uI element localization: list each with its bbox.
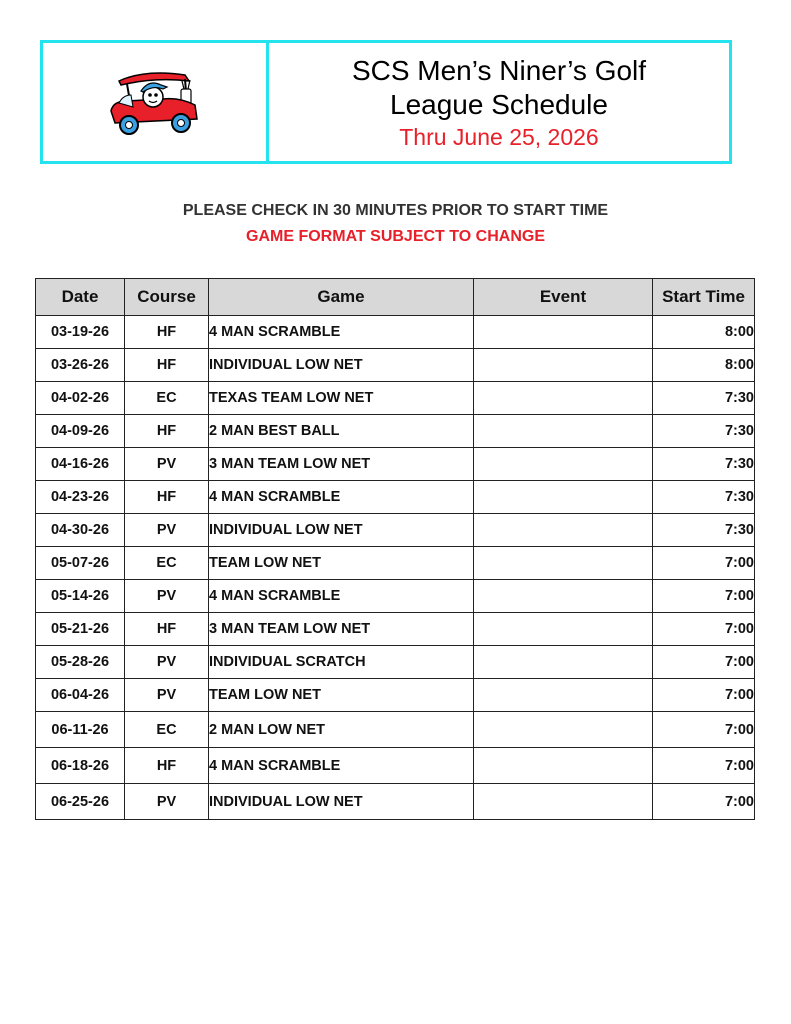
row-date: 05-14-26 [36, 580, 125, 613]
row-date: 03-19-26 [36, 316, 125, 349]
row-event [474, 547, 653, 580]
header-course: Course [125, 279, 209, 316]
row-course: HF [125, 481, 209, 514]
row-game: 2 MAN BEST BALL [209, 415, 474, 448]
schedule-table [35, 278, 755, 820]
row-game: INDIVIDUAL LOW NET [209, 784, 474, 820]
row-event [474, 415, 653, 448]
row-game: 3 MAN TEAM LOW NET [209, 448, 474, 481]
row-start-time: 7:30 [653, 514, 755, 547]
schedule-range-subtitle: Thru June 25, 2026 [399, 124, 599, 150]
row-start-time: 7:00 [653, 580, 755, 613]
row-game: TEXAS TEAM LOW NET [209, 382, 474, 415]
table-row [36, 349, 755, 382]
row-course: EC [125, 547, 209, 580]
row-event [474, 349, 653, 382]
table-row [36, 382, 755, 415]
row-event [474, 514, 653, 547]
schedule-body [36, 316, 755, 820]
row-event [474, 712, 653, 748]
row-date: 05-28-26 [36, 646, 125, 679]
page-title-line-2: League Schedule [390, 89, 608, 120]
row-event [474, 646, 653, 679]
row-course: PV [125, 646, 209, 679]
row-game: INDIVIDUAL LOW NET [209, 349, 474, 382]
table-row [36, 580, 755, 613]
row-date: 06-25-26 [36, 784, 125, 820]
row-event [474, 481, 653, 514]
row-course: PV [125, 448, 209, 481]
row-start-time: 7:30 [653, 448, 755, 481]
page-title-line-1: SCS Men’s Niner’s Golf [351, 55, 647, 86]
golf-cart-logo-icon [105, 67, 205, 137]
table-row [36, 646, 755, 679]
table-row [36, 748, 755, 784]
row-event [474, 748, 653, 784]
row-date: 05-21-26 [36, 613, 125, 646]
row-event [474, 382, 653, 415]
row-start-time: 7:30 [653, 382, 755, 415]
header-game: Game [209, 279, 474, 316]
row-course: HF [125, 613, 209, 646]
row-course: HF [125, 316, 209, 349]
checkin-notice: PLEASE CHECK IN 30 MINUTES PRIOR TO START TIME [182, 202, 609, 219]
row-course: EC [125, 712, 209, 748]
row-date: 06-11-26 [36, 712, 125, 748]
logo-cell [43, 43, 269, 161]
row-date: 06-18-26 [36, 748, 125, 784]
header-date: Date [36, 279, 125, 316]
row-game: INDIVIDUAL LOW NET [209, 514, 474, 547]
row-start-time: 7:00 [653, 712, 755, 748]
row-event [474, 316, 653, 349]
table-row [36, 613, 755, 646]
table-row [36, 316, 755, 349]
row-event [474, 784, 653, 820]
row-course: HF [125, 748, 209, 784]
header-event: Event [474, 279, 653, 316]
row-game: 2 MAN LOW NET [209, 712, 474, 748]
row-date: 04-02-26 [36, 382, 125, 415]
row-game: 4 MAN SCRAMBLE [209, 748, 474, 784]
row-course: HF [125, 349, 209, 382]
row-start-time: 7:30 [653, 481, 755, 514]
title-cell [269, 43, 729, 161]
table-row [36, 514, 755, 547]
header-start-time: Start Time [653, 279, 755, 316]
row-date: 03-26-26 [36, 349, 125, 382]
table-row [36, 448, 755, 481]
row-game: INDIVIDUAL SCRATCH [209, 646, 474, 679]
row-date: 05-07-26 [36, 547, 125, 580]
row-game: 3 MAN TEAM LOW NET [209, 613, 474, 646]
row-course: PV [125, 514, 209, 547]
row-date: 04-09-26 [36, 415, 125, 448]
table-row [36, 415, 755, 448]
row-game: TEAM LOW NET [209, 547, 474, 580]
row-date: 04-16-26 [36, 448, 125, 481]
table-row [36, 679, 755, 712]
row-date: 04-30-26 [36, 514, 125, 547]
row-start-time: 7:00 [653, 679, 755, 712]
row-date: 06-04-26 [36, 679, 125, 712]
header-box [40, 40, 732, 164]
table-row [36, 481, 755, 514]
row-start-time: 7:00 [653, 613, 755, 646]
table-header-row [36, 279, 755, 316]
row-event [474, 448, 653, 481]
row-course: HF [125, 415, 209, 448]
table-row [36, 547, 755, 580]
row-start-time: 8:00 [653, 349, 755, 382]
row-event [474, 613, 653, 646]
row-start-time: 7:00 [653, 547, 755, 580]
row-start-time: 8:00 [653, 316, 755, 349]
row-start-time: 7:30 [653, 415, 755, 448]
table-row [36, 784, 755, 820]
row-game: 4 MAN SCRAMBLE [209, 580, 474, 613]
row-start-time: 7:00 [653, 646, 755, 679]
row-course: PV [125, 580, 209, 613]
row-event [474, 580, 653, 613]
row-game: 4 MAN SCRAMBLE [209, 481, 474, 514]
row-game: TEAM LOW NET [209, 679, 474, 712]
row-date: 04-23-26 [36, 481, 125, 514]
row-start-time: 7:00 [653, 784, 755, 820]
format-notice: GAME FORMAT SUBJECT TO CHANGE [246, 228, 545, 245]
row-course: PV [125, 784, 209, 820]
table-row [36, 712, 755, 748]
row-event [474, 679, 653, 712]
row-course: PV [125, 679, 209, 712]
row-start-time: 7:00 [653, 748, 755, 784]
row-course: EC [125, 382, 209, 415]
row-game: 4 MAN SCRAMBLE [209, 316, 474, 349]
